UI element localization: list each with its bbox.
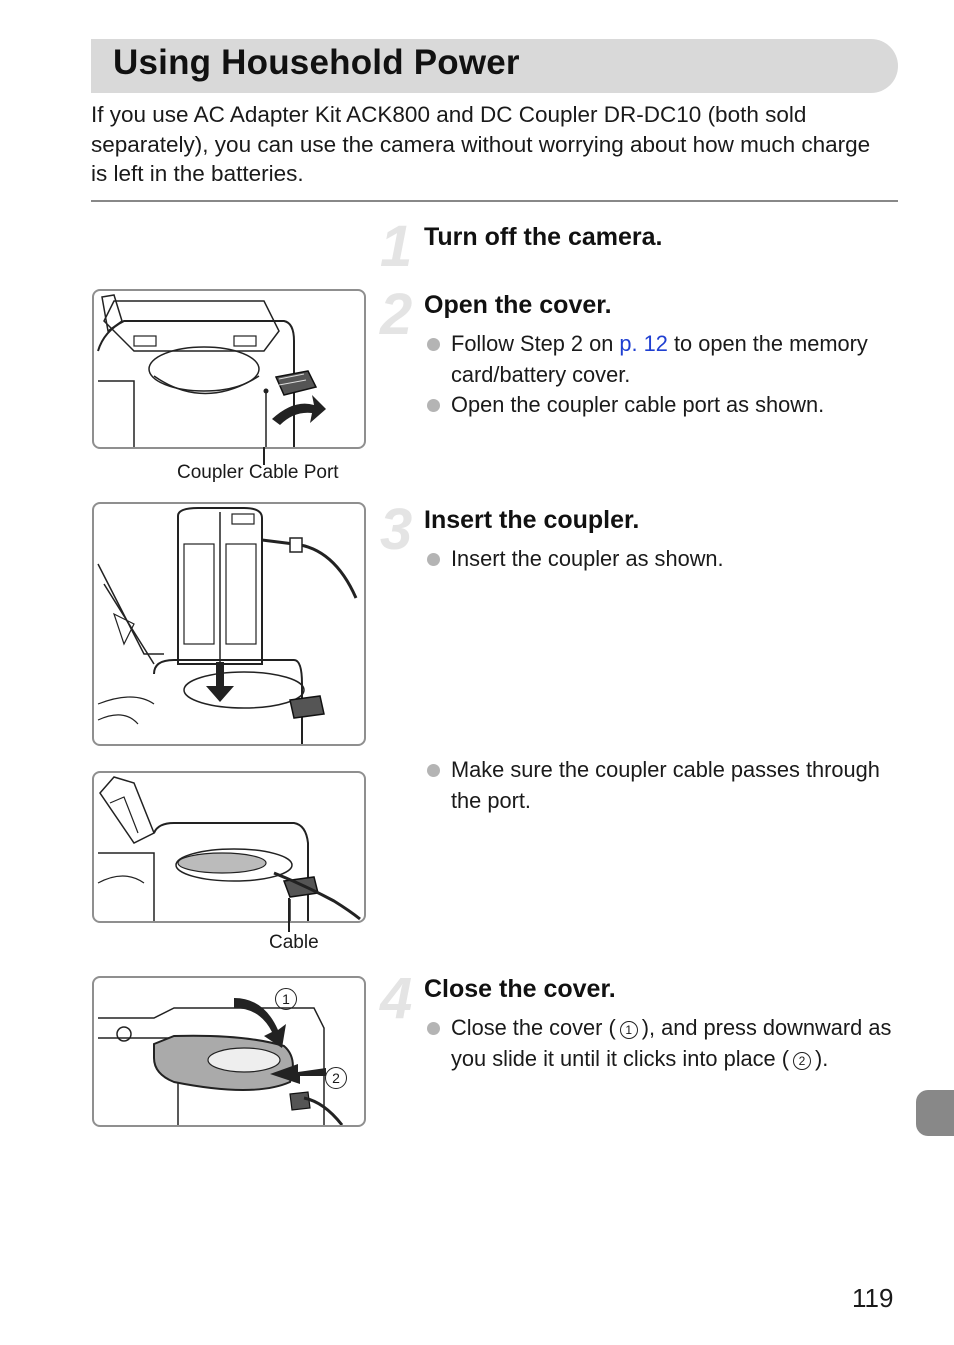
illustration-close-cover <box>92 976 366 1127</box>
step-title-1: Turn off the camera. <box>424 223 663 251</box>
step-number-4: 4 <box>380 966 413 1031</box>
step-4-bullet-1: Close the cover ( 1 ), and press downward as you slide it until it clicks into place ( 2 ). <box>427 1013 897 1074</box>
marker-1-icon: 1 <box>620 1021 638 1039</box>
camera-open-cover-drawing <box>94 291 364 447</box>
illustration-cable-through-port <box>92 771 366 923</box>
step-title-2: Open the cover. <box>424 291 612 319</box>
marker-2-icon: 2 <box>793 1052 811 1070</box>
cable-port-drawing <box>94 773 364 921</box>
close-cover-drawing <box>94 978 364 1125</box>
diagram-marker-1: 1 <box>275 988 297 1010</box>
bullet-dot <box>427 338 440 351</box>
step-number-2: 2 <box>380 282 413 347</box>
step-number-1: 1 <box>380 214 413 279</box>
bullet-dot <box>427 553 440 566</box>
step-2-bullet-1: Follow Step 2 on p. 12 to open the memory card/battery cover. <box>427 329 897 390</box>
step-2-bullet-2: Open the coupler cable port as shown. <box>427 390 897 421</box>
illustration-insert-coupler <box>92 502 366 746</box>
intro-paragraph: If you use AC Adapter Kit ACK800 and DC Coupler DR-DC10 (both sold separately), you can use the camera without worrying about how much charge is left in the batteries. <box>91 102 871 186</box>
coupler-insert-drawing <box>94 504 364 744</box>
bullet-dot <box>427 1022 440 1035</box>
step-3-bullet-2: Make sure the coupler cable passes through the port. <box>427 755 897 816</box>
step-title-3: Insert the coupler. <box>424 506 640 534</box>
step-3-bullet-1: Insert the coupler as shown. <box>427 544 897 575</box>
page-number: 119 <box>852 1283 894 1313</box>
caption-pointer-line <box>288 898 290 932</box>
page-title: Using Household Power <box>113 43 520 82</box>
page-link[interactable]: p. 12 <box>619 331 668 356</box>
illustration-open-cover <box>92 289 366 449</box>
step-number-3: 3 <box>380 497 413 562</box>
bullet-dot <box>427 764 440 777</box>
diagram-marker-2: 2 <box>325 1067 347 1089</box>
bullet-dot <box>427 399 440 412</box>
caption-cable: Cable <box>269 932 319 953</box>
step-title-4: Close the cover. <box>424 975 616 1003</box>
chapter-side-tab <box>916 1090 954 1136</box>
section-divider <box>91 200 898 202</box>
caption-coupler-cable-port: Coupler Cable Port <box>177 462 339 483</box>
